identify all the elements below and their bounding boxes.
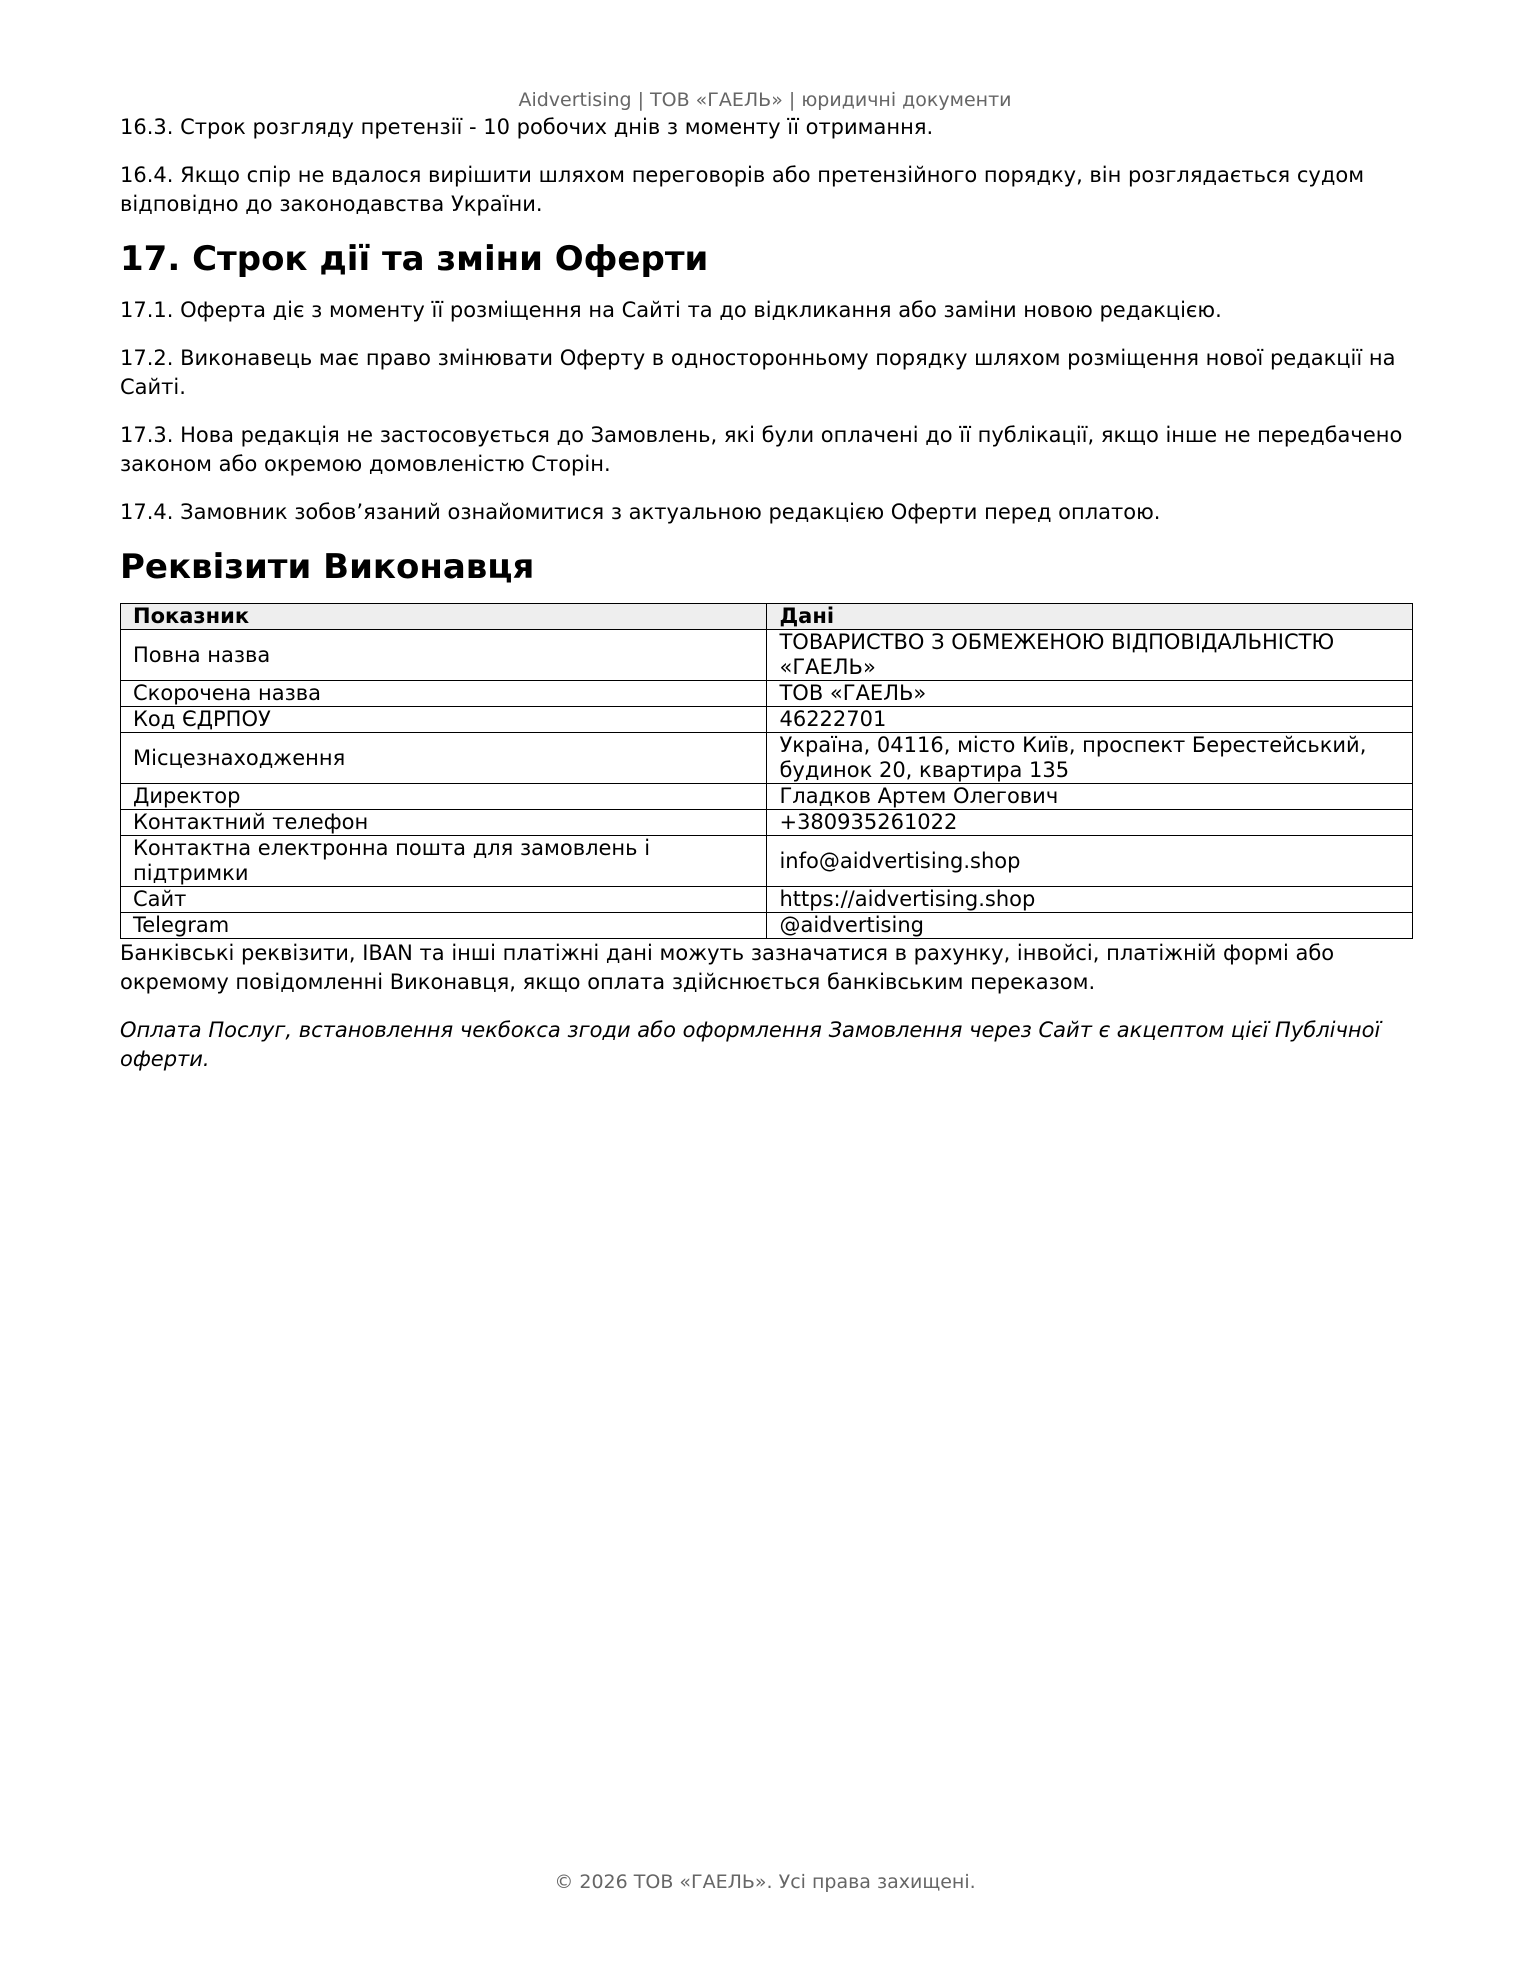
paragraph-17-3: 17.3. Нова редакція не застосовується до Замовлень, які були оплачені до її публікації, якщо інше не передбачено законом або окремою домовленістю Сторін.: [120, 423, 1403, 476]
paragraph-16-4: 16.4. Якщо спір не вдалося вирішити шляхом переговорів або претензійного порядку, він розглядається судом відповідно до законодавства України.: [120, 163, 1365, 216]
row-label: Контактна електронна пошта для замовлень і підтримки: [121, 836, 767, 887]
row-label: Telegram: [121, 913, 767, 939]
column-header-data: Дані: [767, 604, 1413, 630]
row-value: +380935261022: [767, 810, 1413, 836]
table-row: [121, 707, 1413, 733]
page-footer: © 2026 ТОВ «ГАЕЛЬ». Усі права захищені.: [554, 1871, 976, 1893]
page-header: Aidvertising | ТОВ «ГАЕЛЬ» | юридичні документи: [518, 89, 1012, 111]
requisites-heading: Реквізити Виконавця: [120, 547, 535, 587]
document-body: [120, 113, 1412, 1093]
row-label: Місцезнаходження: [121, 733, 767, 784]
row-value: Україна, 04116, місто Київ, проспект Берестейський, будинок 20, квартира 135: [767, 733, 1413, 784]
paragraph-16-3: 16.3. Строк розгляду претензії - 10 робочих днів з моменту її отримання.: [120, 115, 934, 139]
row-value: info@aidvertising.shop: [767, 836, 1413, 887]
table-row: [121, 630, 1413, 681]
row-label: Контактний телефон: [121, 810, 767, 836]
table-header-row: [121, 604, 1413, 630]
table-row: [121, 887, 1413, 913]
acceptance-note: Оплата Послуг, встановлення чекбокса згоди або оформлення Замовлення через Сайт є акцептом цієї Публічної оферти.: [120, 1018, 1381, 1071]
row-label: Скорочена назва: [121, 681, 767, 707]
paragraph-17-4: 17.4. Замовник зобов’язаний ознайомитися з актуальною редакцією Оферти перед оплатою.: [120, 500, 1161, 524]
row-value: ТОВ «ГАЕЛЬ»: [767, 681, 1413, 707]
row-value: Гладков Артем Олегович: [767, 784, 1413, 810]
row-label: Директор: [121, 784, 767, 810]
row-value: 46222701: [767, 707, 1413, 733]
column-header-indicator: Показник: [121, 604, 767, 630]
table-row: [121, 836, 1413, 887]
row-label: Повна назва: [121, 630, 767, 681]
section-17-heading: 17. Строк дії та зміни Оферти: [120, 239, 709, 279]
table-row: [121, 810, 1413, 836]
table-row: [121, 681, 1413, 707]
requisites-table: [120, 603, 1413, 939]
table-row: [121, 784, 1413, 810]
paragraph-17-2: 17.2. Виконавець має право змінювати Оферту в односторонньому порядку шляхом розміщення нової редакції на Сайті.: [120, 346, 1396, 399]
row-value: https://aidvertising.shop: [767, 887, 1413, 913]
row-label: Код ЄДРПОУ: [121, 707, 767, 733]
row-value: ТОВАРИСТВО З ОБМЕЖЕНОЮ ВІДПОВІДАЛЬНІСТЮ «ГАЕЛЬ»: [767, 630, 1413, 681]
row-label: Сайт: [121, 887, 767, 913]
row-value: @aidvertising: [767, 913, 1413, 939]
table-row: [121, 733, 1413, 784]
table-row: [121, 913, 1413, 939]
paragraph-17-1: 17.1. Оферта діє з моменту її розміщення на Сайті та до відкликання або заміни новою редакцією.: [120, 298, 1222, 322]
bank-details-note: Банківські реквізити, IBAN та інші платіжні дані можуть зазначатися в рахунку, інвойсі, платіжній формі або окремому повідомленні Виконавця, якщо оплата здійснюється банківським переказом.: [120, 941, 1335, 994]
